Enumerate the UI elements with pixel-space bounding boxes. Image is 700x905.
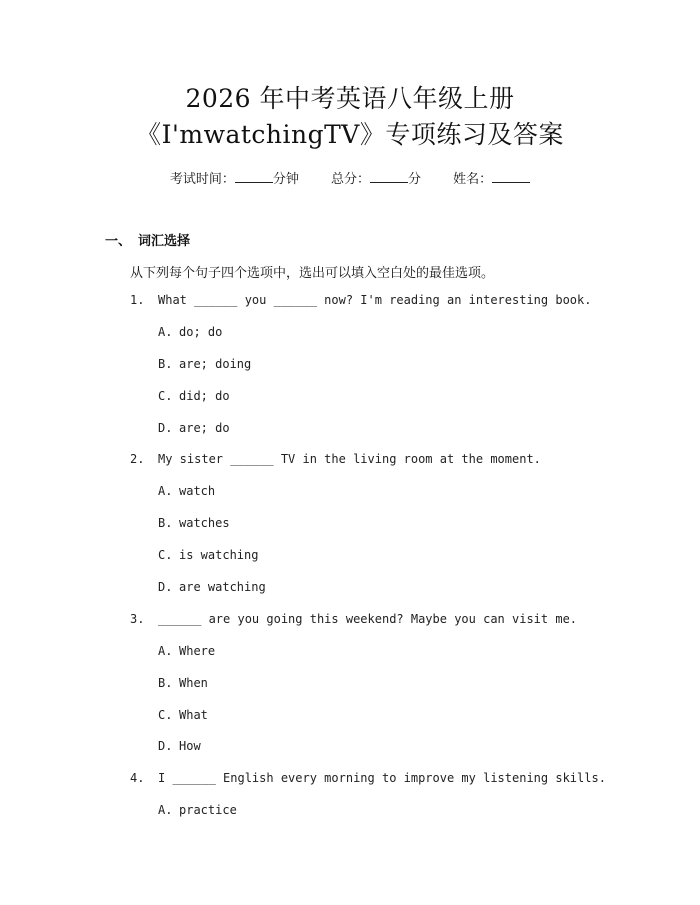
name-field bbox=[453, 168, 530, 187]
question-number: 3. bbox=[130, 611, 145, 626]
option-letter: A. bbox=[158, 324, 173, 339]
total-score-label: 总分： bbox=[330, 172, 370, 187]
section-instruction: 从下列每个句子四个选项中，选出可以填入空白处的最佳选项。 bbox=[130, 266, 495, 281]
answer-option[interactable] bbox=[130, 386, 670, 418]
question-stem bbox=[130, 290, 670, 322]
answer-option[interactable] bbox=[130, 545, 670, 577]
question-text: My sister ______ TV in the living room at the moment. bbox=[158, 452, 541, 467]
answer-option[interactable] bbox=[130, 641, 670, 673]
answer-option[interactable] bbox=[130, 354, 670, 386]
question-text: ______ are you going this weekend? Maybe you can visit me. bbox=[158, 611, 578, 626]
option-text: Where bbox=[179, 643, 216, 658]
question-text: What ______ you ______ now? I'm reading an interesting book. bbox=[158, 293, 592, 307]
question-stem bbox=[130, 449, 670, 481]
section-title: 词汇选择 bbox=[138, 234, 191, 249]
question-number: 2. bbox=[130, 452, 145, 467]
document-title-line2: 《I'mwatchingTV》专项练习及答案 bbox=[136, 120, 564, 149]
answer-option[interactable] bbox=[130, 418, 670, 450]
option-text: do; do bbox=[179, 324, 223, 339]
question-number: 4. bbox=[130, 771, 145, 786]
answer-option[interactable] bbox=[130, 800, 670, 832]
option-text: are watching bbox=[179, 580, 266, 595]
total-score-field bbox=[331, 168, 421, 187]
option-letter: B. bbox=[158, 675, 173, 690]
name-blank[interactable] bbox=[492, 170, 530, 183]
option-text: are; doing bbox=[179, 356, 252, 371]
option-letter: D. bbox=[158, 420, 173, 435]
option-text: watch bbox=[179, 484, 216, 499]
option-letter: C. bbox=[158, 707, 173, 722]
question-number: 1. bbox=[130, 293, 145, 307]
option-letter: C. bbox=[158, 548, 173, 563]
option-text: What bbox=[179, 707, 208, 722]
option-letter: D. bbox=[158, 580, 173, 595]
answer-option[interactable] bbox=[130, 481, 670, 513]
option-text: How bbox=[179, 739, 201, 754]
option-text: watches bbox=[179, 516, 230, 531]
answer-option[interactable] bbox=[130, 322, 670, 354]
question-stem bbox=[130, 768, 670, 800]
exam-info bbox=[0, 168, 700, 187]
section-number: 一、 bbox=[105, 234, 132, 249]
option-text: is watching bbox=[179, 548, 259, 563]
option-text: When bbox=[179, 675, 208, 690]
exam-time-unit: 分钟 bbox=[272, 172, 299, 187]
exam-time-field bbox=[170, 168, 299, 187]
document-title-line1: 2026 年中考英语八年级上册 bbox=[185, 84, 515, 113]
option-text: practice bbox=[179, 803, 237, 818]
answer-option[interactable] bbox=[130, 705, 670, 737]
question-text: I ______ English every morning to improve my listening skills. bbox=[158, 771, 606, 786]
total-score-blank[interactable] bbox=[370, 170, 408, 183]
section-heading bbox=[105, 230, 190, 249]
option-letter: A. bbox=[158, 484, 173, 499]
total-score-unit: 分 bbox=[408, 172, 422, 187]
option-text: did; do bbox=[179, 388, 230, 403]
exam-time-blank[interactable] bbox=[235, 170, 273, 183]
option-letter: D. bbox=[158, 739, 173, 754]
option-letter: B. bbox=[158, 516, 173, 531]
option-letter: A. bbox=[158, 643, 173, 658]
answer-option[interactable] bbox=[130, 577, 670, 609]
option-text: are; do bbox=[179, 420, 230, 435]
option-letter: C. bbox=[158, 388, 173, 403]
name-label: 姓名： bbox=[453, 172, 493, 187]
option-letter: A. bbox=[158, 803, 173, 818]
question-list bbox=[130, 290, 670, 832]
option-letter: B. bbox=[158, 356, 173, 371]
answer-option[interactable] bbox=[130, 513, 670, 545]
question-stem bbox=[130, 609, 670, 641]
exam-time-label: 考试时间： bbox=[169, 172, 235, 187]
answer-option[interactable] bbox=[130, 736, 670, 768]
answer-option[interactable] bbox=[130, 673, 670, 705]
